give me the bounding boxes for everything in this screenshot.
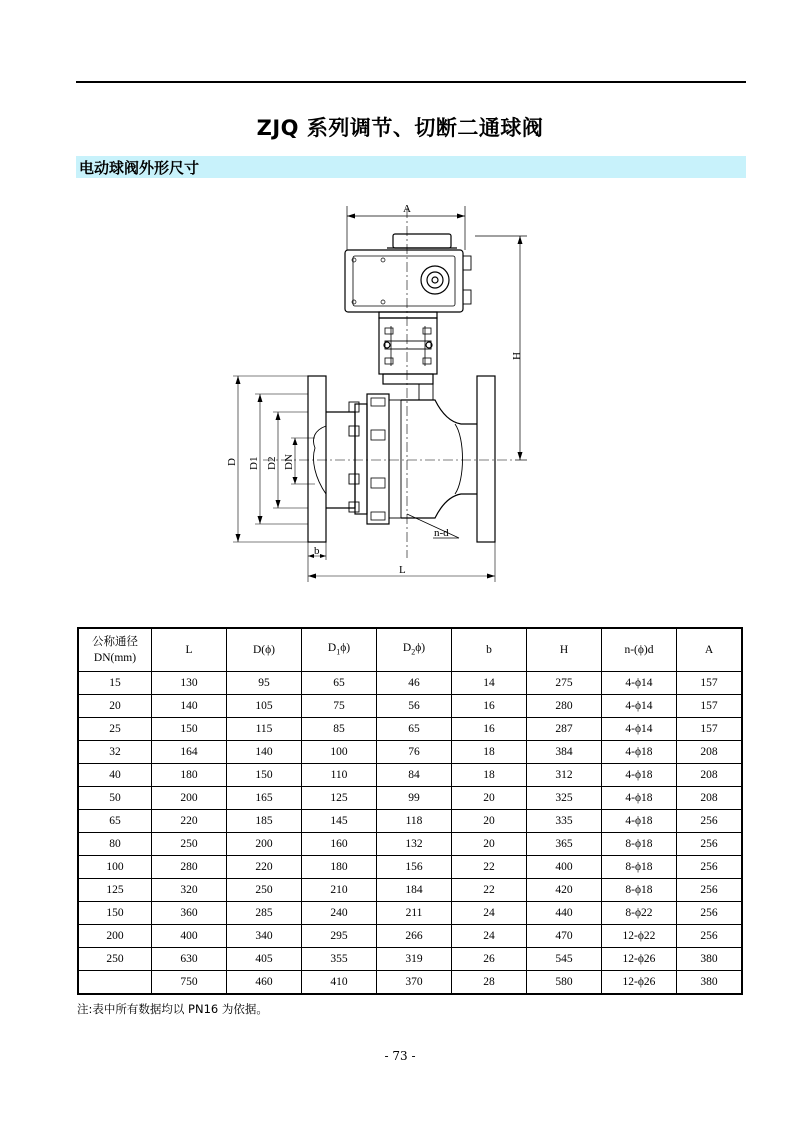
table-cell: 12-ϕ26 [602, 948, 677, 971]
table-cell: 4-ϕ18 [602, 810, 677, 833]
table-cell: 370 [377, 971, 452, 995]
table-note: 注:表中所有数据均以 PN16 为依据。 [77, 1002, 268, 1016]
table-cell: 16 [452, 718, 527, 741]
dim-label-b: b [314, 545, 320, 557]
table-cell: 280 [152, 856, 227, 879]
table-cell: 65 [78, 810, 152, 833]
table-cell: 20 [452, 787, 527, 810]
table-cell: 157 [677, 718, 743, 741]
table-cell: 28 [452, 971, 527, 995]
table-cell: 256 [677, 810, 743, 833]
table-cell: 208 [677, 741, 743, 764]
table-cell: 320 [152, 879, 227, 902]
table-cell: 256 [677, 856, 743, 879]
table-cell: 200 [227, 833, 302, 856]
table-cell: 256 [677, 879, 743, 902]
dim-label-d1: D1 [248, 456, 260, 470]
table-cell: 16 [452, 695, 527, 718]
table-cell: 355 [302, 948, 377, 971]
table-row [78, 948, 742, 971]
table-cell: 266 [377, 925, 452, 948]
table-cell: 630 [152, 948, 227, 971]
table-cell: 312 [527, 764, 602, 787]
table-cell: 20 [452, 833, 527, 856]
dim-label-h: H [510, 352, 522, 360]
table-cell: 295 [302, 925, 377, 948]
header-d2: $D_2\phi$) [377, 628, 452, 672]
table-cell: 8-ϕ18 [602, 879, 677, 902]
table-cell: 285 [227, 902, 302, 925]
table-cell: 580 [527, 971, 602, 995]
dimension-table [77, 627, 743, 995]
table-cell: 105 [227, 695, 302, 718]
table-cell: 160 [302, 833, 377, 856]
table-cell: 256 [677, 902, 743, 925]
table-cell: 319 [377, 948, 452, 971]
table-cell: 95 [227, 672, 302, 695]
table-cell: 210 [302, 879, 377, 902]
table-header-row [78, 628, 742, 672]
dim-label-a: A [403, 203, 411, 215]
table-cell: 4-ϕ18 [602, 787, 677, 810]
table-cell: 125 [78, 879, 152, 902]
header-b: b [452, 628, 527, 672]
table-cell: 165 [227, 787, 302, 810]
valve-drawing [215, 198, 545, 588]
table-row [78, 672, 742, 695]
page-title: ZJQ 系列调节、切断二通球阀 [256, 116, 544, 140]
table-cell: 750 [152, 971, 227, 995]
table-cell: 240 [302, 902, 377, 925]
header-nd: n-(ϕ)d [602, 628, 677, 672]
table-cell: 250 [227, 879, 302, 902]
table-cell: 24 [452, 925, 527, 948]
table-cell: 275 [527, 672, 602, 695]
table-cell: 545 [527, 948, 602, 971]
table-cell: 132 [377, 833, 452, 856]
table-cell [78, 971, 152, 995]
table-cell: 156 [377, 856, 452, 879]
table-cell: 185 [227, 810, 302, 833]
header-d: D(ϕ) [227, 628, 302, 672]
header-nominal-diameter: 公称通径 DN(mm) [78, 628, 152, 672]
table-cell: 180 [302, 856, 377, 879]
table-cell: 380 [677, 971, 743, 995]
table-cell: 8-ϕ22 [602, 902, 677, 925]
table-cell: 157 [677, 695, 743, 718]
table-cell: 380 [677, 948, 743, 971]
table-cell: 26 [452, 948, 527, 971]
dim-label-d2: D2 [266, 456, 278, 470]
table-cell: 24 [452, 902, 527, 925]
table-cell: 400 [527, 856, 602, 879]
table-cell: 118 [377, 810, 452, 833]
table-cell: 4-ϕ14 [602, 672, 677, 695]
table-cell: 280 [527, 695, 602, 718]
table-cell: 65 [302, 672, 377, 695]
table-cell: 46 [377, 672, 452, 695]
table-cell: 220 [152, 810, 227, 833]
page-number: - 73 - [384, 1049, 416, 1063]
table-cell: 420 [527, 879, 602, 902]
table-cell: 145 [302, 810, 377, 833]
table-row [78, 764, 742, 787]
table-cell: 18 [452, 741, 527, 764]
table-cell: 384 [527, 741, 602, 764]
table-cell: 20 [78, 695, 152, 718]
table-cell: 250 [78, 948, 152, 971]
table-row [78, 925, 742, 948]
table-cell: 440 [527, 902, 602, 925]
table-cell: 150 [78, 902, 152, 925]
table-cell: 360 [152, 902, 227, 925]
table-row [78, 879, 742, 902]
table-cell: 4-ϕ18 [602, 764, 677, 787]
table-cell: 340 [227, 925, 302, 948]
table-cell: 20 [452, 810, 527, 833]
table-cell: 100 [78, 856, 152, 879]
table-cell: 18 [452, 764, 527, 787]
table-cell: 22 [452, 879, 527, 902]
table-cell: 200 [78, 925, 152, 948]
table-row [78, 695, 742, 718]
table-cell: 80 [78, 833, 152, 856]
table-cell: 125 [302, 787, 377, 810]
table-cell: 208 [677, 787, 743, 810]
table-cell: 4-ϕ14 [602, 718, 677, 741]
table-cell: 8-ϕ18 [602, 856, 677, 879]
table-cell: 470 [527, 925, 602, 948]
table-cell: 100 [302, 741, 377, 764]
table-cell: 140 [227, 741, 302, 764]
table-cell: 325 [527, 787, 602, 810]
table-cell: 14 [452, 672, 527, 695]
table-cell: 164 [152, 741, 227, 764]
table-cell: 208 [677, 764, 743, 787]
table-row [78, 810, 742, 833]
table-cell: 211 [377, 902, 452, 925]
table-cell: 460 [227, 971, 302, 995]
table-cell: 56 [377, 695, 452, 718]
table-row [78, 856, 742, 879]
table-cell: 200 [152, 787, 227, 810]
table-cell: 110 [302, 764, 377, 787]
table-cell: 50 [78, 787, 152, 810]
table-cell: 410 [302, 971, 377, 995]
dim-label-l: L [399, 564, 406, 576]
section-heading-bar [76, 156, 746, 178]
table-cell: 405 [227, 948, 302, 971]
table-cell: 140 [152, 695, 227, 718]
table-row [78, 741, 742, 764]
table-cell: 4-ϕ18 [602, 741, 677, 764]
table-cell: 32 [78, 741, 152, 764]
table-cell: 400 [152, 925, 227, 948]
header-h: H [527, 628, 602, 672]
table-cell: 157 [677, 672, 743, 695]
table-row [78, 902, 742, 925]
table-cell: 25 [78, 718, 152, 741]
table-cell: 12-ϕ22 [602, 925, 677, 948]
table-cell: 115 [227, 718, 302, 741]
table-row [78, 787, 742, 810]
table-cell: 65 [377, 718, 452, 741]
table-cell: 184 [377, 879, 452, 902]
table-cell: 99 [377, 787, 452, 810]
table-cell: 250 [152, 833, 227, 856]
table-cell: 287 [527, 718, 602, 741]
table-cell: 8-ϕ18 [602, 833, 677, 856]
table-cell: 130 [152, 672, 227, 695]
table-cell: 256 [677, 833, 743, 856]
table-row [78, 971, 742, 995]
dim-label-nd: n-d [434, 527, 449, 539]
header-a: A [677, 628, 743, 672]
table-row [78, 718, 742, 741]
table-cell: 4-ϕ14 [602, 695, 677, 718]
table-cell: 75 [302, 695, 377, 718]
header-d1: $D_1\phi$) [302, 628, 377, 672]
table-cell: 40 [78, 764, 152, 787]
table-cell: 256 [677, 925, 743, 948]
table-cell: 365 [527, 833, 602, 856]
section-heading: 电动球阀外形尺寸 [79, 159, 200, 177]
table-cell: 15 [78, 672, 152, 695]
table-cell: 150 [227, 764, 302, 787]
table-cell: 220 [227, 856, 302, 879]
table-cell: 84 [377, 764, 452, 787]
top-rule [76, 81, 746, 83]
table-cell: 76 [377, 741, 452, 764]
table-cell: 22 [452, 856, 527, 879]
table-cell: 180 [152, 764, 227, 787]
table-row [78, 833, 742, 856]
dim-label-dn: DN [283, 454, 295, 470]
table-cell: 150 [152, 718, 227, 741]
table-cell: 12-ϕ26 [602, 971, 677, 995]
dim-label-d: D [226, 458, 238, 466]
header-l: L [152, 628, 227, 672]
table-cell: 85 [302, 718, 377, 741]
table-cell: 335 [527, 810, 602, 833]
